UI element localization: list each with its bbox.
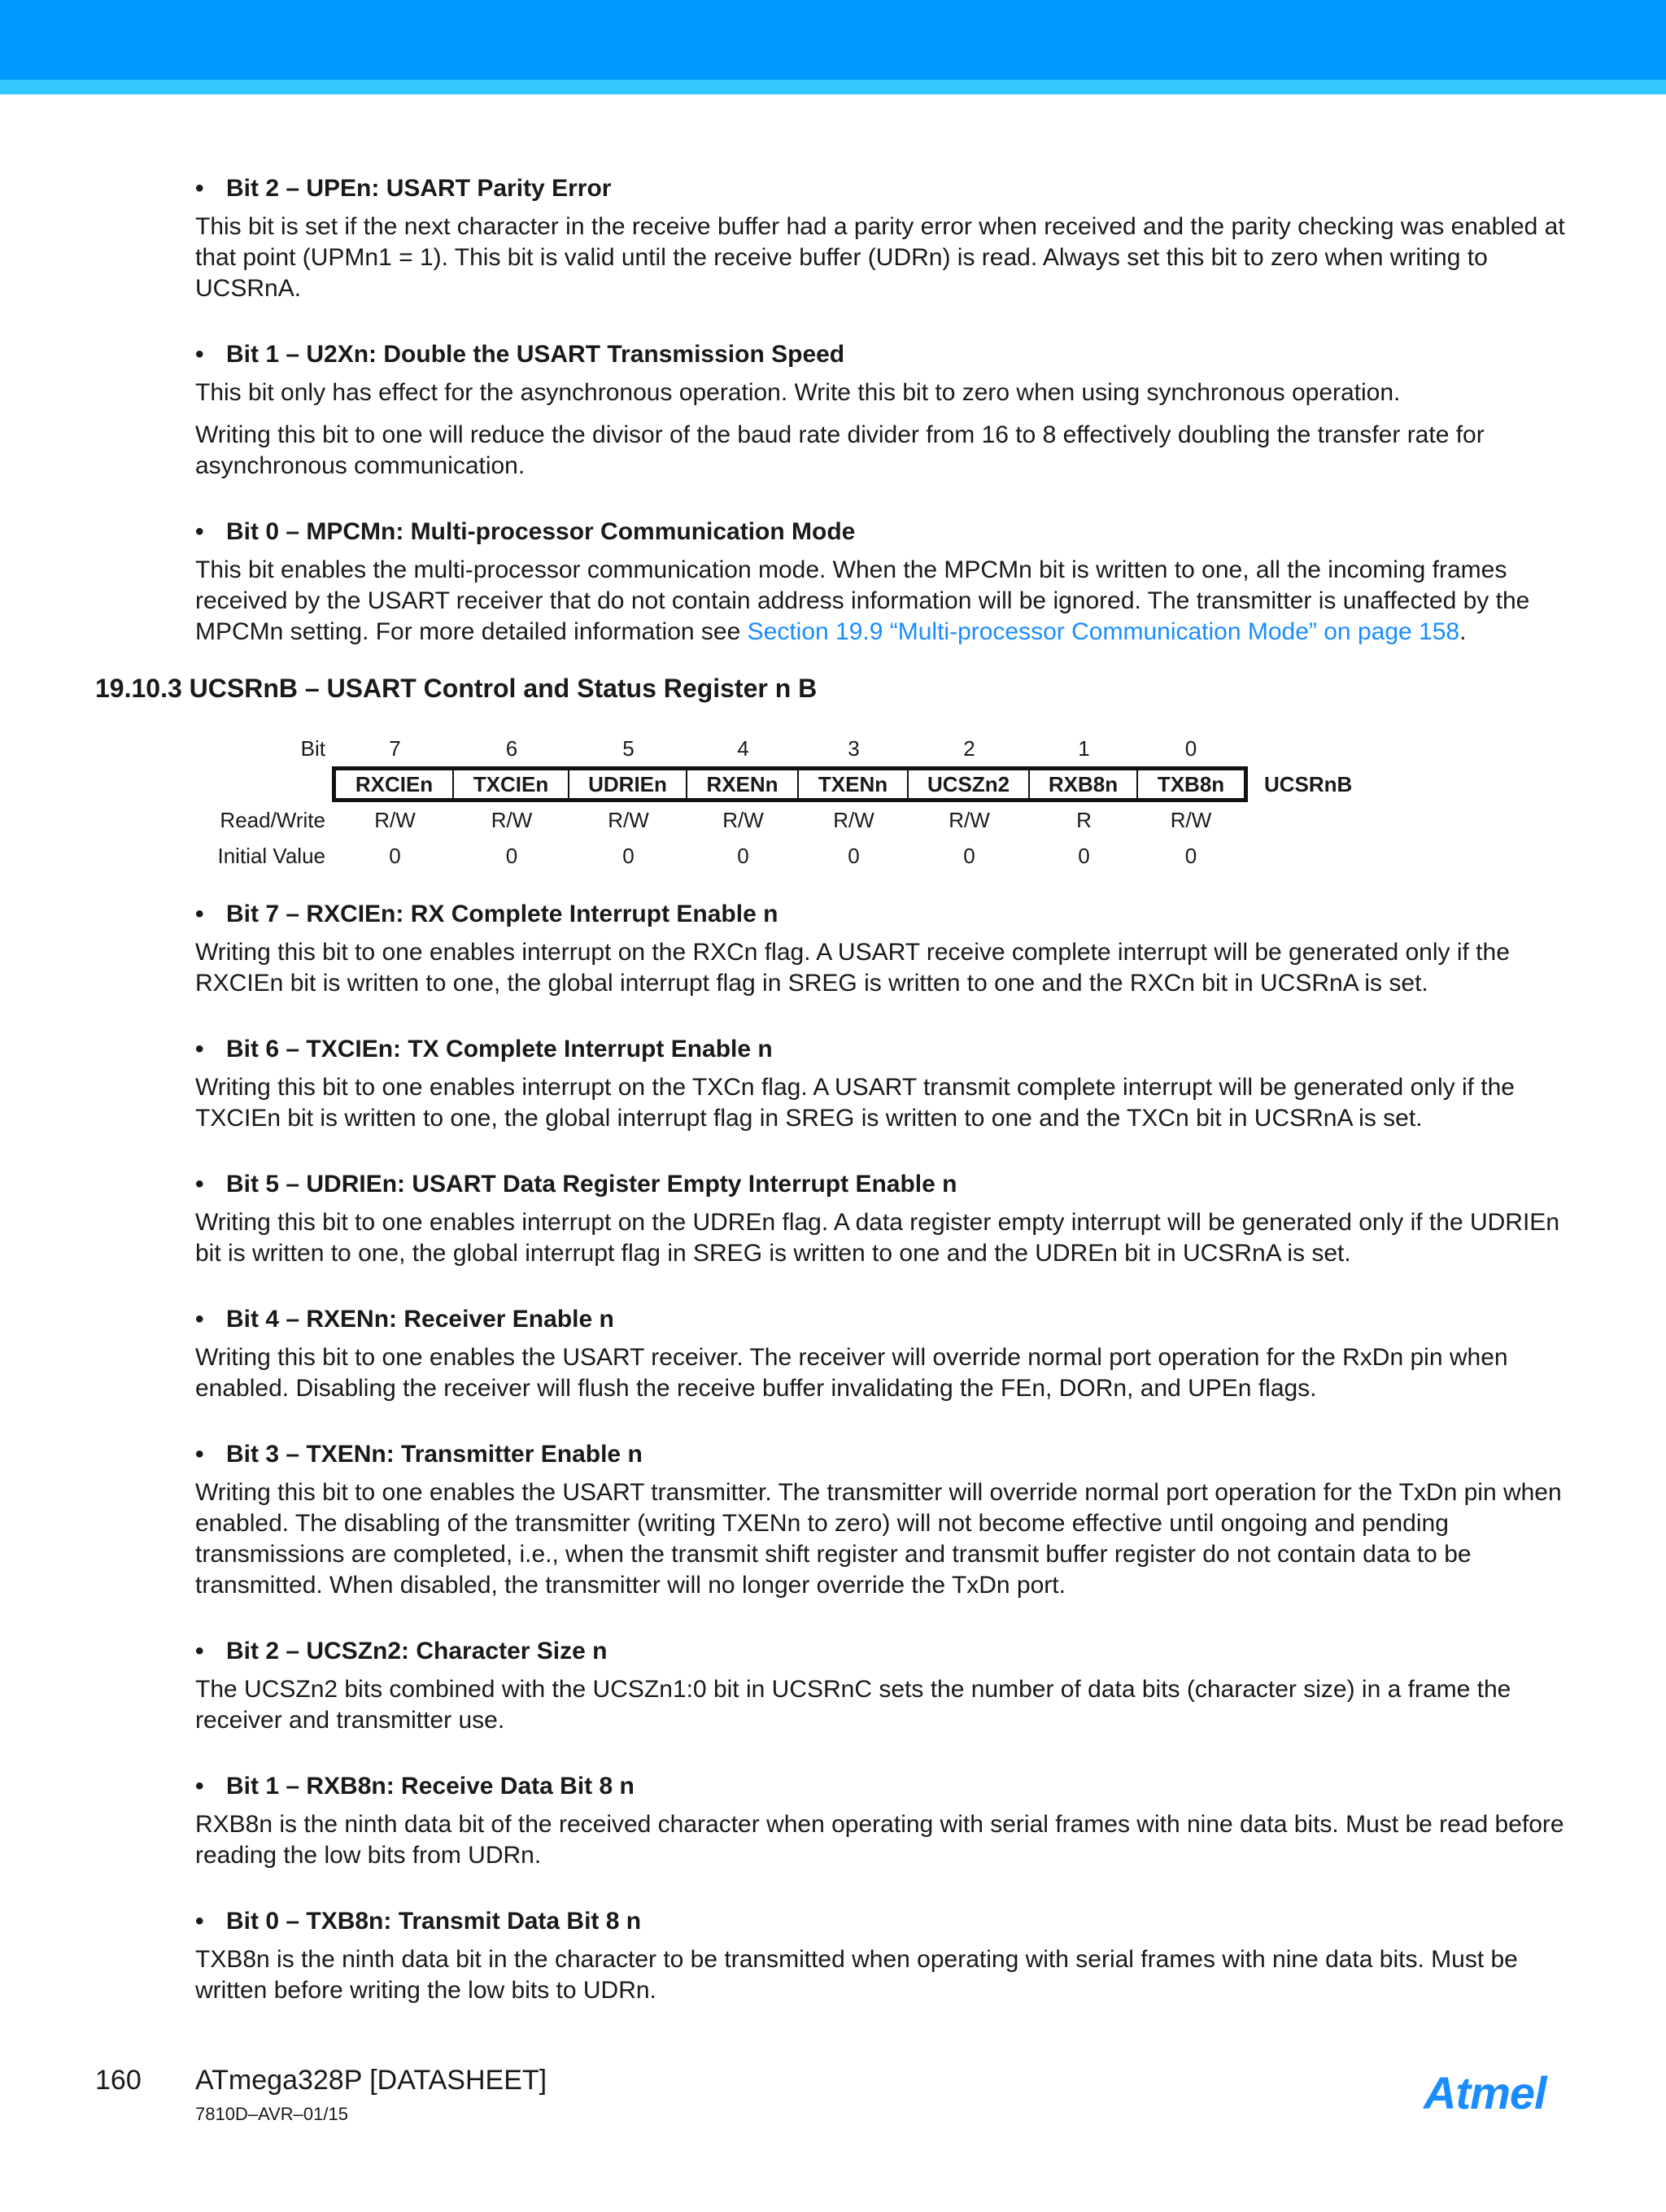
para-text: This bit enables the multi-processor communication mode. When the MPCMn bit is written to one, all the incoming frames received by the USART receiver that do not contain address information will be ignored. The transmitter is unaffected by the MPCMn setting. For more detailed information see [195,556,1530,645]
rw-cell: R/W [608,807,649,832]
init-cell: 0 [389,843,401,868]
bit-description: RXB8n is the ninth data bit of the received character when operating with serial frames with nine data bits. Must be read before reading the low bits from UDRn. [195,1811,1564,1869]
register-table [195,731,1352,874]
row-label: Bit [300,735,325,761]
bit-title: • Bit 5 – UDRIEn: USART Data Register Empty Interrupt Enable n [195,1168,1578,1201]
init-cell: 0 [1184,843,1197,868]
bit-name-cell: RXENn [687,770,799,798]
top-content [195,172,1578,659]
bit-number: 6 [505,735,518,761]
bit-title: • Bit 1 – RXB8n: Receive Data Bit 8 n [195,1770,1578,1803]
bit-description: Writing this bit to one enables the USART transmitter. The transmitter will override normal port operation for the TxDn pin when enabled. The disabling of the transmitter (writing TXENn to zero) will not become effective until ongoing and pending transmissions are completed, i.e., when the transmit shift register and transmit buffer register do not contain data to be transmitted. When disabled, the transmitter will no longer override the TxDn port. [195,1479,1562,1599]
rw-cell: R/W [1170,807,1212,832]
init-cell: 0 [622,843,635,868]
bit-number-row [195,731,1352,766]
section-heading: 19.10.3 UCSRnB – USART Control and Status Register n B [95,674,818,703]
bit-name-cell: RXB8n [1030,770,1138,798]
init-cell: 0 [1078,843,1090,868]
bit-description: TXB8n is the ninth data bit in the character to be transmitted when operating with serial frames with nine data bits. Must be written before writing the low bits to UDRn. [195,1946,1518,2004]
bit-name-row [195,766,1352,802]
register-name: UCSRnB [1264,772,1353,796]
bit-name-cell: RXCIEn [336,770,454,798]
header-stripe [0,80,1666,94]
init-cell: 0 [848,843,860,868]
rw-cell: R/W [491,807,533,832]
init-cell: 0 [963,843,975,868]
bit-title: • Bit 2 – UPEn: USART Parity Error [195,172,1578,205]
bit-title: • Bit 3 – TXENn: Transmitter Enable n [195,1438,1578,1471]
bit-title: • Bit 7 – RXCIEn: RX Complete Interrupt Enable n [195,898,1578,931]
bit-name-cell: TXCIEn [454,770,569,798]
bit-number: 5 [622,735,635,761]
row-label: Initial Value [217,843,325,868]
bit-descriptions [195,898,1578,2018]
document-title: ATmega328P [DATASHEET] [195,2065,547,2096]
bit-description [195,555,1578,648]
rw-cell: R/W [722,807,764,832]
bit-description: This bit only has effect for the asynchronous operation. Write this bit to zero when using synchronous operation. [195,379,1401,406]
bit-description: Writing this bit to one will reduce the divisor of the baud rate divider from 16 to 8 effectively doubling the transfer rate for asynchronous communication. [195,421,1485,479]
bit-number: 4 [737,735,749,761]
bit-name-cell: UCSZn2 [909,770,1030,798]
para-text: . [1459,618,1467,645]
bit-number: 2 [963,735,975,761]
bit-title: • Bit 1 – U2Xn: Double the USART Transmission Speed [195,338,1578,371]
header-bar [0,0,1666,80]
initial-value-row [195,838,1352,874]
row-label: Read/Write [220,807,325,832]
bit-number: 3 [848,735,860,761]
section-link[interactable]: Section 19.9 “Multi-processor Communication Mode” on page 158 [747,618,1460,645]
bit-title: • Bit 6 – TXCIEn: TX Complete Interrupt Enable n [195,1033,1578,1066]
bit-name-cell: UDRIEn [569,770,687,798]
bit-description: The UCSZn2 bits combined with the UCSZn1:0 bit in UCSRnC sets the number of data bits (character size) in a frame the receiver and transmitter use. [195,1676,1511,1734]
bit-number: 0 [1184,735,1197,761]
rw-cell: R/W [374,807,416,832]
bit-description: Writing this bit to one enables interrupt on the UDREn flag. A data register empty interrupt will be generated only if the UDRIEn bit is written to one, the global interrupt flag in SREG is written to one and the UDREn bit in UCSRnA is set. [195,1209,1559,1267]
read-write-row [195,802,1352,838]
rw-cell: R [1076,807,1092,832]
document-code: 7810D–AVR–01/15 [195,2104,348,2124]
bit-description: Writing this bit to one enables interrupt on the TXCn flag. A USART transmit complete interrupt will be generated only if the TXCIEn bit is written to one, the global interrupt flag in SREG is written to one and the TXCn bit in UCSRnA is set. [195,1074,1515,1132]
bit-description: Writing this bit to one enables interrupt on the RXCn flag. A USART receive complete interrupt will be generated only if the RXCIEn bit is written to one, the global interrupt flag in SREG is written to one and the RXCn bit in UCSRnA is set. [195,939,1510,997]
bit-title: • Bit 0 – MPCMn: Multi-processor Communication Mode [195,516,1578,548]
register-bits-box [332,766,1248,802]
page-number: 160 [95,2065,142,2096]
bit-title: • Bit 4 – RXENn: Receiver Enable n [195,1303,1578,1336]
bit-name-cell: TXB8n [1157,772,1225,796]
bit-description: Writing this bit to one enables the USART receiver. The receiver will override normal port operation for the RxDn pin when enabled. Disabling the receiver will flush the receive buffer invalidating the FEn, DORn, and UPEn flags. [195,1344,1508,1402]
bit-name-cell: TXENn [799,770,909,798]
bit-number: 1 [1078,735,1090,761]
init-cell: 0 [505,843,518,868]
rw-cell: R/W [833,807,874,832]
init-cell: 0 [737,843,749,868]
bit-number: 7 [389,735,401,761]
rw-cell: R/W [949,807,990,832]
bit-title: • Bit 2 – UCSZn2: Character Size n [195,1635,1578,1668]
bit-description: This bit is set if the next character in the receive buffer had a parity error when received and the parity checking was enabled at that point (UPMn1 = 1). This bit is valid until the receive buffer (UDRn) is read. Always set this bit to zero when writing to UCSRnA. [195,213,1565,302]
bit-title: • Bit 0 – TXB8n: Transmit Data Bit 8 n [195,1905,1578,1938]
atmel-logo: Atmel [1424,2067,1546,2118]
